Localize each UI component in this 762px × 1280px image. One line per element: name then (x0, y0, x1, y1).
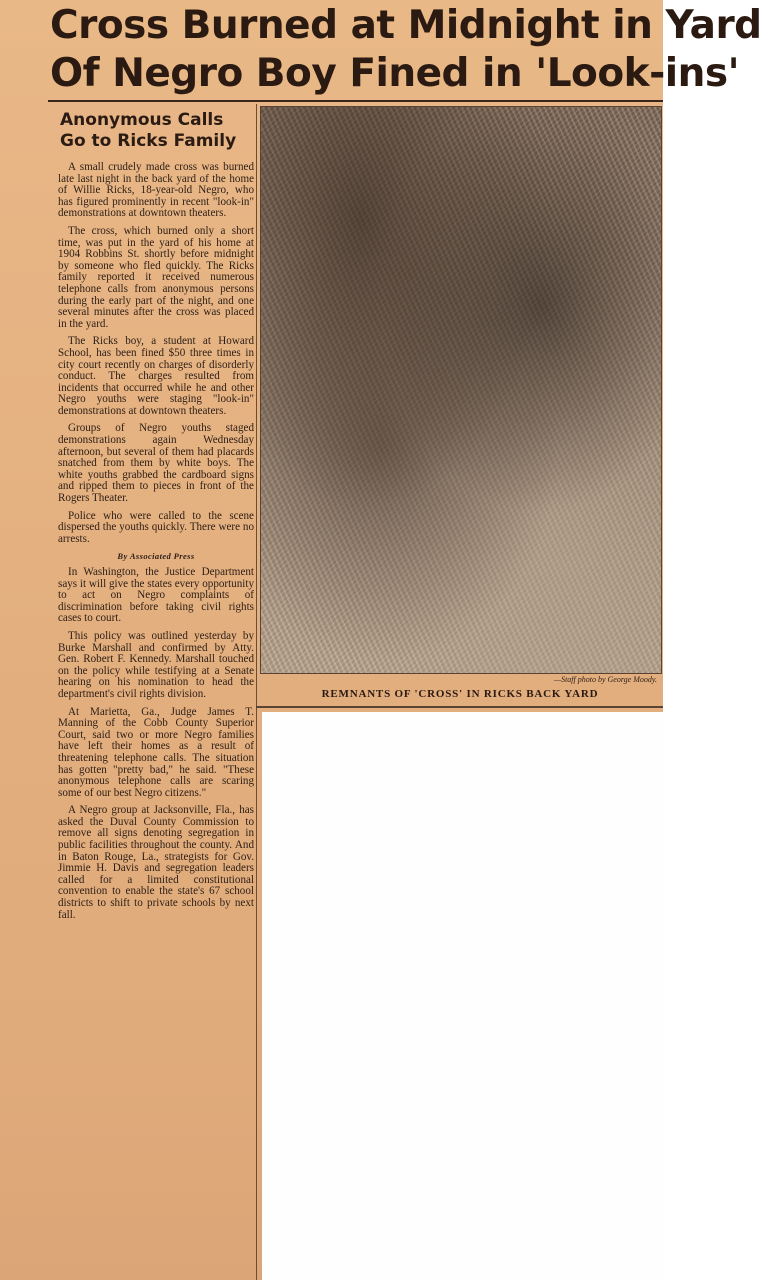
photo-caption: REMNANTS OF 'CROSS' IN RICKS BACK YARD (321, 688, 599, 700)
headline-rule (48, 100, 663, 102)
byline: By Associated Press (117, 551, 195, 562)
paragraph: A Negro group at Jacksonville, Fla., has asked the Duval County Commission to remove all signs denoting segregation in public facilities throughout the county. And in Baton Rouge, La., strategists for Gov. Jimmie H. Davis and segregation leaders called for a limited constitutional convention to enable the state's 67 school districts to shift to private schools by next fall. (58, 804, 254, 921)
caption-rule (256, 706, 663, 708)
paragraph: This policy was outlined yesterday by Burke Marshall and confirmed by Atty. Gen. Robert F. Kennedy. Marshall touched on the policy while testifying at a Senate hearing on his nomination to head the department's civil rights division. (58, 629, 254, 700)
news-photo (260, 106, 662, 674)
paragraph: The Ricks boy, a student at Howard School, has been fined $50 three times in city court recently on charges of disorderly conduct. The charges resulted from incidents that occurred while he and other Negro youths were staging "look-in" demonstrations at downtown theaters. (58, 335, 254, 417)
paragraph: In Washington, the Justice Department says it will give the states every opportunity to act on Negro complaints of discrimination before taking civil rights cases to court. (58, 566, 254, 625)
subheadline-line-2: Go to Ricks Family (60, 131, 237, 151)
subheadline (60, 110, 250, 152)
paragraph: The cross, which burned only a short time, was put in the yard of his home at 1904 Robbins St. shortly before midnight by someone who fled quickly. The Ricks family reported it received numerous telephone calls from anonymous persons during the early part of the night, and one several minutes after the cross was placed in the yard. (58, 224, 254, 330)
subheadline-line-1: Anonymous Calls (60, 110, 224, 130)
headline-line-1: Cross Burned at Midnight in Yard (50, 3, 762, 48)
column-divider (256, 104, 257, 1280)
paragraph: At Marietta, Ga., Judge James T. Manning of the Cobb County Superior Court, said two or more Negro families have left their homes as a result of threatening telephone calls. The situation has gotten "pretty bad," he said. "These anonymous telephone calls are scaring some of our best Negro citizens." (58, 705, 254, 799)
headline-line-2: Of Negro Boy Fined in 'Look-ins' (50, 51, 740, 96)
photo-credit: —Staff photo by George Moody. (553, 675, 657, 684)
paragraph: Groups of Negro youths staged demonstrations again Wednesday afternoon, but several of them had placards snatched from them by white boys. The white youths grabbed the cardboard signs and ripped them to pieces in front of the Rogers Theater. (58, 422, 254, 505)
article-body (58, 162, 254, 927)
paragraph: A small crudely made cross was burned late last night in the back yard of the home of Willie Ricks, 18-year-old Negro, who has figured prominently in recent "look-in" demonstrations at downtown theaters. (58, 161, 254, 220)
paragraph: Police who were called to the scene dispersed the youths quickly. There were no arrests. (58, 509, 254, 545)
